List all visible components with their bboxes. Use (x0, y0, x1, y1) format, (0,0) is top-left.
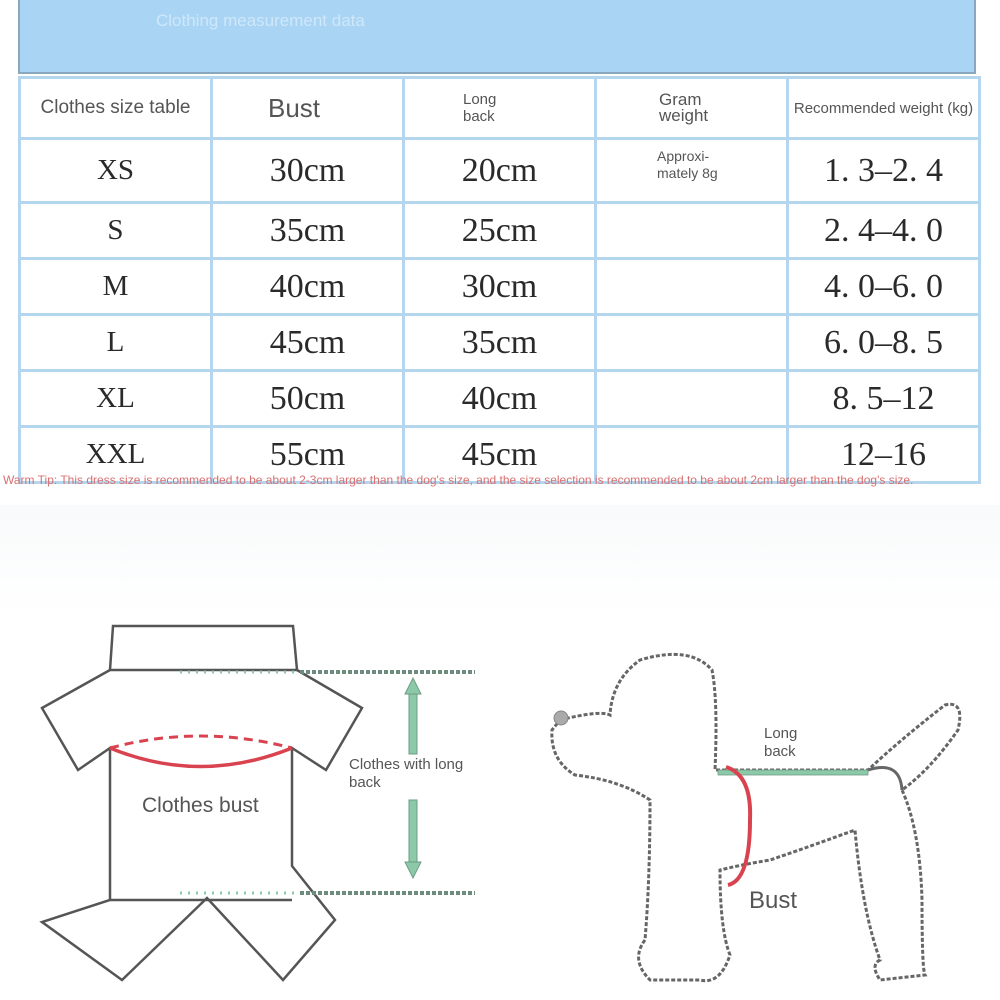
dog-long-back-line2: back (764, 743, 796, 760)
cell-bust: 45cm (212, 315, 404, 371)
cell-recommended-weight: 6. 0–8. 5 (788, 315, 980, 371)
table-row (20, 203, 980, 259)
cell-recommended-weight: 4. 0–6. 0 (788, 259, 980, 315)
dog-diagram (540, 640, 980, 1000)
cell-gram-weight (596, 371, 788, 427)
cell-size: M (20, 259, 212, 315)
table-row (20, 139, 980, 203)
cell-recommended-weight: 12–16 (788, 427, 980, 483)
cell-gram-weight (596, 259, 788, 315)
cell-bust: 40cm (212, 259, 404, 315)
cell-bust: 50cm (212, 371, 404, 427)
clothes-bust-label: Clothes bust (142, 794, 259, 817)
cell-long-back: 30cm (404, 259, 596, 315)
cell-long-back: 25cm (404, 203, 596, 259)
dog-long-back-line1: Long (764, 725, 798, 742)
cell-long-back: 20cm (404, 139, 596, 203)
dog-long-back-label (764, 725, 797, 761)
header-size: Clothes size table (20, 78, 212, 139)
cell-long-back: 40cm (404, 371, 596, 427)
cell-bust: 35cm (212, 203, 404, 259)
cell-gram-weight: Approxi-mately 8g (596, 139, 788, 203)
cell-recommended-weight: 1. 3–2. 4 (788, 139, 980, 203)
header-gram-weight: Gram weight (596, 78, 788, 139)
header-title: Clothing measurement data (156, 11, 365, 30)
cell-size: XS (20, 139, 212, 203)
cell-bust: 55cm (212, 427, 404, 483)
cell-long-back: 35cm (404, 315, 596, 371)
table-row (20, 315, 980, 371)
header-recommended-weight: Recommended weight (kg) (788, 78, 980, 139)
clothes-length-label-line1: Clothes with long (349, 756, 464, 773)
header-long-back: Long back (404, 78, 596, 139)
cell-size: L (20, 315, 212, 371)
clothes-length-label (349, 756, 463, 792)
clothes-length-label-line2: back (349, 774, 381, 791)
dog-bust-label: Bust (749, 887, 798, 914)
cell-recommended-weight: 8. 5–12 (788, 371, 980, 427)
size-table (18, 76, 981, 484)
table-row (20, 371, 980, 427)
warm-tip: Warm Tip: This dress size is recommended to be about 2-3cm larger than the dog's size, and the size selection is recommended to be about 2cm larger than the dog's size. (3, 473, 914, 487)
header-band (18, 0, 976, 74)
cell-gram-weight (596, 203, 788, 259)
cell-bust: 30cm (212, 139, 404, 203)
cell-recommended-weight: 2. 4–4. 0 (788, 203, 980, 259)
cell-size: S (20, 203, 212, 259)
cell-size: XL (20, 371, 212, 427)
background-haze (0, 505, 1000, 615)
cell-gram-weight (596, 315, 788, 371)
cell-size: XXL (20, 427, 212, 483)
table-header-row (20, 78, 980, 139)
table-row (20, 259, 980, 315)
header-bust: Bust (212, 78, 404, 139)
cell-long-back: 45cm (404, 427, 596, 483)
